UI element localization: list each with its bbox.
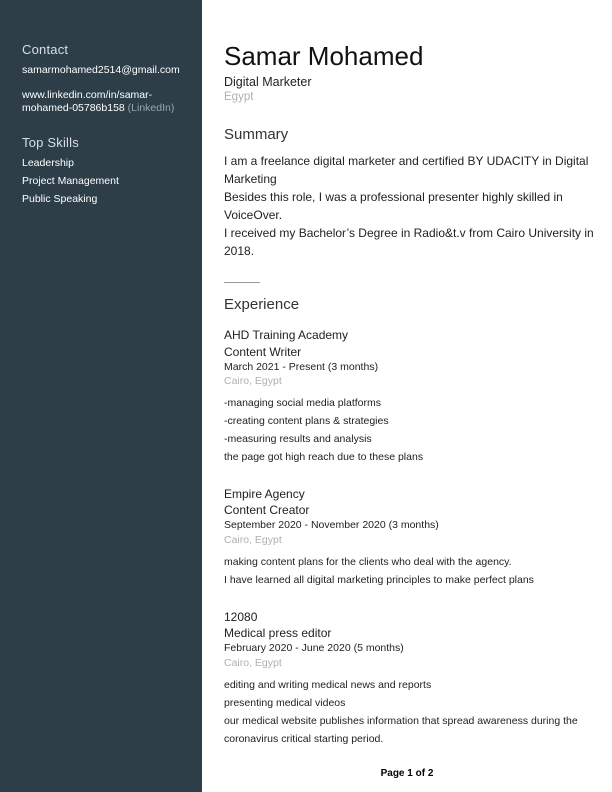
job-bullet: I have learned all digital marketing principles to make perfect plans (224, 574, 534, 586)
job-bullet: editing and writing medical news and reports (224, 679, 432, 691)
email-link[interactable]: samarmohamed2514@gmail.com (22, 64, 180, 76)
job-bullet: -measuring results and analysis (224, 433, 372, 445)
job-bullet: -creating content plans & strategies (224, 415, 389, 427)
top-skills-heading: Top Skills (22, 135, 79, 150)
job-role: Content Writer (224, 345, 302, 359)
skill-item: Public Speaking (22, 193, 98, 205)
job-dates: February 2020 - June 2020 (5 months) (224, 642, 404, 654)
person-name: Samar Mohamed (224, 41, 424, 71)
header-location: Egypt (224, 91, 254, 103)
skill-item: Leadership (22, 157, 74, 169)
job-dates: March 2021 - Present (3 months) (224, 361, 379, 373)
job-company: Empire Agency (224, 487, 305, 501)
job-bullet: presenting medical videos (224, 697, 346, 709)
job-bullet: coronavirus critical starting period. (224, 733, 384, 745)
linkedin-tag: (LinkedIn) (127, 102, 175, 114)
summary-line: I am a freelance digital marketer and certified BY UDACITY in Digital Marketing (224, 154, 589, 186)
job-company: 12080 (224, 610, 258, 624)
job-bullet: -managing social media platforms (224, 397, 381, 409)
summary-heading: Summary (224, 126, 289, 143)
job-role: Medical press editor (224, 626, 332, 640)
job-bullet: making content plans for the clients who deal with the agency. (224, 556, 512, 568)
job-company: AHD Training Academy (224, 328, 349, 342)
contact-heading: Contact (22, 42, 69, 57)
job-bullet: our medical website publishes information that spread awareness during the (224, 715, 578, 727)
linkedin-line1: www.linkedin.com/in/samar- (22, 89, 153, 101)
job-bullet: the page got high reach due to these plans (224, 451, 424, 463)
sidebar (0, 0, 202, 792)
summary-text (224, 152, 594, 260)
job-location: Cairo, Egypt (224, 534, 282, 546)
summary-line: Besides this role, I was a professional presenter highly skilled in VoiceOver. (224, 190, 563, 222)
linkedin-link[interactable] (22, 89, 174, 115)
job-role: Content Creator (224, 503, 310, 517)
job-location: Cairo, Egypt (224, 375, 282, 387)
job-location: Cairo, Egypt (224, 657, 282, 669)
summary-line: I received my Bachelor’s Degree in Radio&t.v from Cairo University in 2018. (224, 226, 594, 258)
experience-heading: Experience (224, 296, 300, 313)
skill-item: Project Management (22, 175, 119, 187)
linkedin-line2: mohamed-05786b158 (22, 102, 125, 114)
headline: Digital Marketer (224, 75, 312, 89)
job-dates: September 2020 - November 2020 (3 months) (224, 519, 439, 531)
page-number: Page 1 of 2 (380, 768, 434, 779)
section-divider (224, 282, 260, 283)
